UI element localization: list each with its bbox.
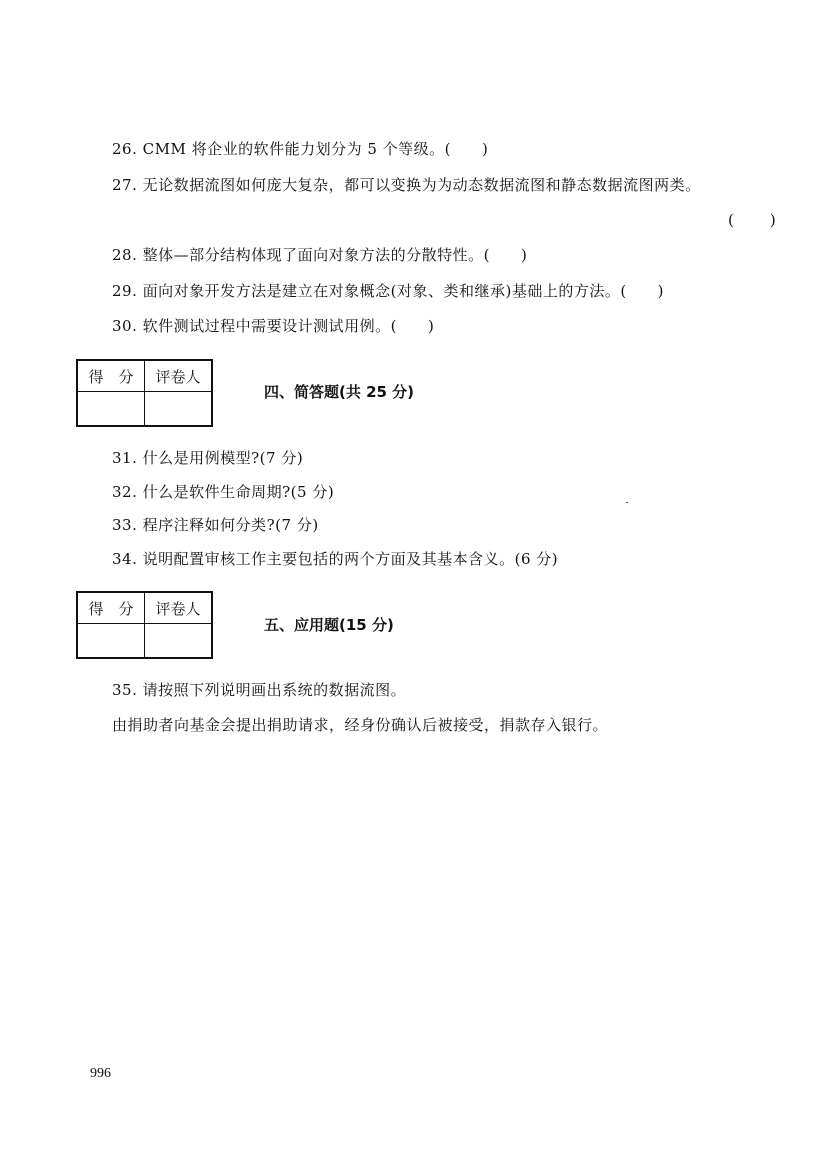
section5-title: 五、应用题(15 分) <box>264 616 394 634</box>
question-32: 32. 什么是软件生命周期?(5 分) <box>112 483 335 501</box>
question-34: 34. 说明配置审核工作主要包括的两个方面及其基本含义。(6 分) <box>112 550 559 568</box>
grader-header: 评卷人 <box>145 592 213 624</box>
score-cell[interactable] <box>77 624 145 659</box>
question-26: 26. CMM 将企业的软件能力划分为 5 个等级。( ) <box>112 140 489 158</box>
score-header: 得 分 <box>77 592 145 624</box>
score-header: 得 分 <box>77 360 145 392</box>
question-35: 35. 请按照下列说明画出系统的数据流图。 <box>112 681 407 699</box>
grader-cell[interactable] <box>145 624 213 659</box>
scan-speck <box>626 502 628 503</box>
question-30: 30. 软件测试过程中需要设计测试用例。( ) <box>112 317 435 335</box>
page-number: 996 <box>90 1066 111 1081</box>
question-29: 29. 面向对象开发方法是建立在对象概念(对象、类和继承)基础上的方法。( ) <box>112 282 665 300</box>
question-35-description: 由捐助者向基金会提出捐助请求，经身份确认后被接受，捐款存入银行。 <box>112 716 609 734</box>
grader-cell[interactable] <box>145 392 213 427</box>
question-27: 27. 无论数据流图如何庞大复杂，都可以变换为为动态数据流图和静态数据流图两类。 <box>112 176 701 194</box>
question-33: 33. 程序注释如何分类?(7 分) <box>112 516 319 534</box>
question-31: 31. 什么是用例模型?(7 分) <box>112 449 304 467</box>
section4-title: 四、简答题(共 25 分) <box>264 383 415 401</box>
question-27-answer-blank: ( ) <box>728 211 778 229</box>
score-cell[interactable] <box>77 392 145 427</box>
grader-header: 评卷人 <box>145 360 213 392</box>
score-table-section4 <box>76 359 213 427</box>
score-table-section5 <box>76 591 213 659</box>
question-28: 28. 整体—部分结构体现了面向对象方法的分散特性。( ) <box>112 246 528 264</box>
